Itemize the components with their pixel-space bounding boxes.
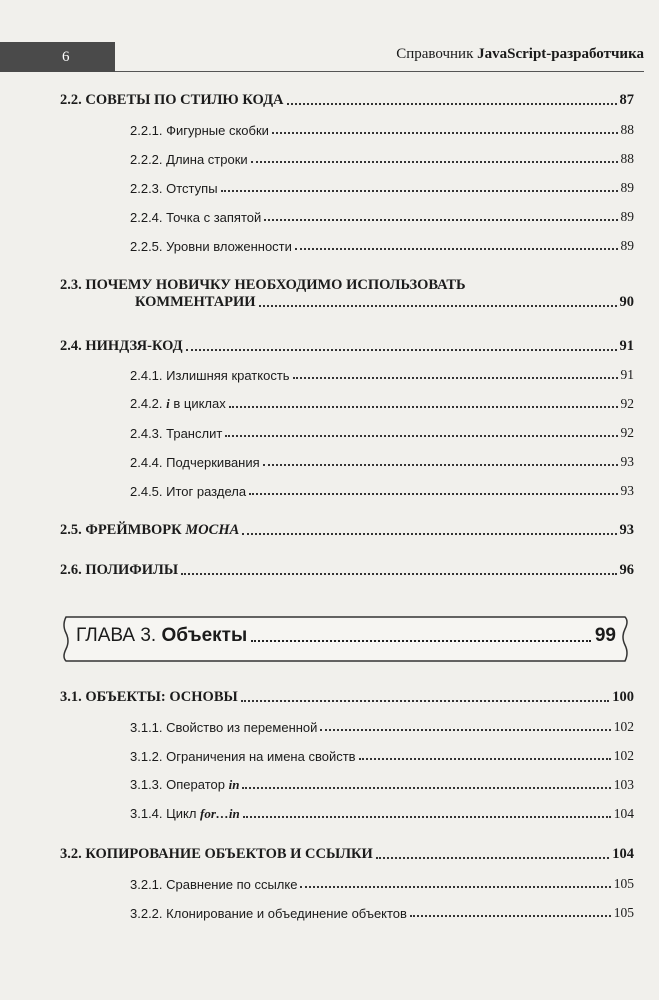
leader-dots (225, 434, 617, 437)
toc-entry-2-5: 2.5. ФРЕЙМВОРК MOCHA 93 (60, 522, 634, 538)
running-title: Справочник JavaScript-разработчика (396, 46, 644, 62)
leader-dots (186, 348, 617, 351)
leader-dots (300, 885, 610, 888)
leader-dots (241, 699, 610, 702)
toc-entry-3-1: 3.1. ОБЪЕКТЫ: ОСНОВЫ 100 (60, 689, 634, 705)
leader-dots (272, 131, 618, 134)
chapter-3-heading: ГЛАВА 3. Объекты 99 (58, 613, 633, 663)
leader-dots (221, 189, 618, 192)
toc-entry-2-4-5: 2.4.5. Итог раздела 93 (130, 483, 634, 499)
leader-dots (242, 532, 616, 535)
leader-dots (287, 102, 617, 105)
header-rule (115, 71, 644, 72)
page-number: 6 (0, 42, 115, 72)
toc-entry-3-1-2: 3.1.2. Ограничения на имена свойств 102 (130, 748, 634, 764)
toc-entry-2-2-2: 2.2.2. Длина строки 88 (130, 151, 634, 167)
toc-entry-2-2-5: 2.2.5. Уровни вложенности 89 (130, 238, 634, 254)
toc-entry-2-4-3: 2.4.3. Транслит 92 (130, 425, 634, 441)
toc-entry-2-2-1: 2.2.1. Фигурные скобки 88 (130, 122, 634, 138)
leader-dots (376, 856, 609, 859)
leader-dots (263, 463, 618, 466)
toc-entry-2-3: 2.3. ПОЧЕМУ НОВИЧКУ НЕОБХОДИМО ИСПОЛЬЗОВАТЬ КОММЕНТАРИИ 90 (60, 277, 634, 310)
toc-entry-2-2-3: 2.2.3. Отступы 89 (130, 180, 634, 196)
running-header (0, 42, 659, 72)
toc-entry-2-4-1: 2.4.1. Излишняя краткость 91 (130, 367, 634, 383)
leader-dots (181, 572, 616, 575)
leader-dots (251, 640, 591, 642)
toc-entry-2-2: 2.2. СОВЕТЫ ПО СТИЛЮ КОДА 87 (60, 92, 634, 108)
toc-entry-3-1-1: 3.1.1. Свойство из переменной 102 (130, 719, 634, 735)
leader-dots (295, 247, 618, 250)
chapter-page: 99 (594, 625, 616, 646)
leader-dots (251, 160, 618, 163)
toc-entry-2-6: 2.6. ПОЛИФИЛЫ 96 (60, 562, 634, 578)
toc-entry-3-1-3: 3.1.3. Оператор in 103 (130, 777, 634, 792)
leader-dots (320, 728, 610, 731)
toc-entry-2-2-4: 2.2.4. Точка с запятой 89 (130, 209, 634, 225)
leader-dots (293, 376, 618, 379)
leader-dots (359, 757, 611, 760)
toc-entry-3-2-2: 3.2.2. Клонирование и объединение объектов 105 (130, 905, 634, 921)
leader-dots (410, 914, 611, 917)
leader-dots (243, 815, 611, 818)
leader-dots (229, 405, 618, 408)
leader-dots (242, 786, 610, 789)
toc-entry-3-2-1: 3.2.1. Сравнение по ссылке 105 (130, 876, 634, 892)
chapter-title: Объекты (161, 625, 248, 646)
toc-entry-2-4: 2.4. НИНДЗЯ-КОД 91 (60, 338, 634, 354)
running-title-bold: JavaScript-разработчика (477, 46, 644, 62)
leader-dots (264, 218, 617, 221)
toc-entry-2-4-4: 2.4.4. Подчеркивания 93 (130, 454, 634, 470)
toc-entry-3-1-4: 3.1.4. Цикл for…in 104 (130, 806, 634, 821)
toc-entry-2-4-2: 2.4.2. i в циклах 92 (130, 396, 634, 411)
leader-dots (249, 492, 617, 495)
leader-dots (259, 305, 617, 307)
toc-entry-3-2: 3.2. КОПИРОВАНИЕ ОБЪЕКТОВ И ССЫЛКИ 104 (60, 846, 634, 862)
